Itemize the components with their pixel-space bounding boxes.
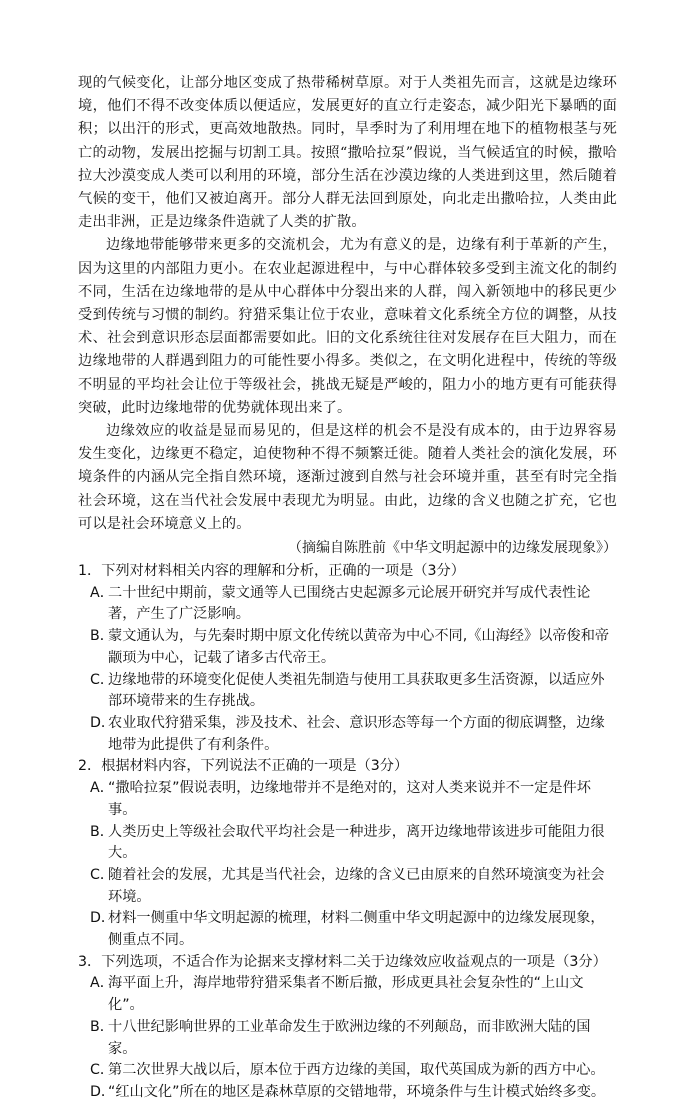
option-d [78,908,617,951]
option-b [78,626,617,669]
question-1 [78,561,617,756]
option-a [78,583,617,626]
option-letter: C． [90,866,115,883]
question-stem: 2．根据材料内容，下列说法不正确的一项是（3分） [78,758,409,775]
option-letter: D． [90,1083,116,1100]
option-letter: D． [90,910,116,927]
option-letter: B． [90,823,114,840]
option-text: 二十世纪中期前，蒙文通等人已围绕古史起源多元论展开研究并写成代表性论著，产生了广泛影响。 [108,584,591,623]
question-stem: 3．下列选项，不适合作为论据来支撑材料二关于边缘效应收益观点的一项是（3分） [78,953,607,970]
option-text: “撒哈拉泵”假说表明，边缘地带并不是绝对的，这对人类来说并不一定是件坏事。 [108,780,591,818]
option-text: 海平面上升，海岸地带狩猎采集者不断后撤，形成更具社会复杂性的“上山文化”。 [108,975,584,1014]
option-text: 随着社会的发展，尤其是当代社会，边缘的含义已由原来的自然环境演变为社会环境。 [108,866,605,905]
passage-paragraph: 现的气候变化，让部分地区变成了热带稀树草原。对于人类祖先而言，这就是边缘环境，他们不得不改变体质以便适应，发展更好的直立行走姿态，减少阳光下暴晒的面积；以出汗的形式，更高效地散热。同时，旱季时为了利用埋在地下的植物根茎与死亡的动物，发展出挖掘与切割工具。按照“撒哈拉泵”假说，当气候适宜的时候，撒哈拉大沙漠变成人类可以利用的环境，部分生活在沙漠边缘的人类进到这里，然后随着气候的变干，他们又被迫离开。部分人群无法回到原处，向北走出撒哈拉，人类由此走出非洲，正是边缘条件造就了人类的扩散。 [78,75,617,231]
option-text: 材料一侧重中华文明起源的梳理，材料二侧重中华文明起源中的边缘发展现象，侧重点不同。 [108,910,605,949]
question-stem: 1．下列对材料相关内容的理解和分析，正确的一项是（3分） [78,563,465,580]
option-letter: C． [90,1062,115,1079]
option-b [78,822,617,865]
passage-paragraph: 边缘地带能够带来更多的交流机会，尤为有意义的是，边缘有利于革新的产生，因为这里的内部阻力更小。在农业起源进程中，与中心群体较多受到主流文化的制约不同，生活在边缘地带的是从中心群体中分裂出来的人群，闯入新领地中的移民更少受到传统与习惯的制约。狩猎采集让位于农业，意味着文化系统全方位的调整，从技术、社会到意识形态层面都需要如此。旧的文化系统往往对发展存在巨大阻力，而在边缘地带的人群遇到阻力的可能性要小得多。类似之，在文明化进程中，传统的等级不明显的平均社会让位于等级社会，挑战无疑是严峻的，阻力小的地方更有可能获得突破，此时边缘地带的优势就体现出来了。 [78,237,617,416]
option-letter: A． [90,975,114,992]
option-a [78,778,617,821]
passage-source: （摘编自陈胜前《中华文明起源中的边缘发展现象》） [288,540,617,557]
option-letter: B． [90,628,114,645]
option-d [78,713,617,756]
option-text: 人类历史上等级社会取代平均社会是一种进步，离开边缘地带该进步可能阻力很大。 [108,823,605,862]
reading-passage [78,72,617,560]
option-letter: A． [90,584,114,601]
option-letter: D． [90,714,116,731]
option-text: 农业取代狩猎采集，涉及技术、社会、意识形态等每一个方面的彻底调整，边缘地带为此提供了有利条件。 [108,714,605,753]
question-3 [78,952,617,1104]
option-text: 边缘地带的环境变化促使人类祖先制造与使用工具获取更多生活资源，以适应外部环境带来的生存挑战。 [108,671,605,710]
option-letter: C． [90,671,115,688]
option-text: 十八世纪影响世界的工业革命发生于欧洲边缘的不列颠岛，而非欧洲大陆的国家。 [108,1018,591,1057]
option-a [78,973,617,1016]
option-letter: A． [90,780,114,797]
option-b [78,1017,617,1060]
option-letter: B． [90,1018,114,1035]
option-c [78,670,617,713]
option-c [78,1060,617,1082]
option-d [78,1082,617,1104]
passage-paragraph: 边缘效应的收益是显而易见的，但是这样的机会不是没有成本的，由于边界容易发生变化，边缘更不稳定，迫使物种不得不频繁迁徙。随着人类社会的演化发展，环境条件的内涵从完全指自然环境，逐渐过渡到自然与社会环境并重，甚至有时完全指社会环境，这在当代社会发展中表现尤为明显。由此，边缘的含义也随之扩充，它也可以是社会环境意义上的。 [78,423,617,532]
option-text: “红山文化”所在的地区是森林草原的交错地带，环境条件与生计模式始终多变。 [108,1083,606,1100]
option-text: 蒙文通认为，与先秦时期中原文化传统以黄帝为中心不同,《山海经》以帝俊和帝颛顼为中心，记载了诸多古代帝王。 [108,628,610,666]
option-c [78,865,617,908]
option-text: 第二次世界大战以后，原本位于西方边缘的美国，取代英国成为新的西方中心。 [108,1062,605,1079]
question-2 [78,756,617,951]
